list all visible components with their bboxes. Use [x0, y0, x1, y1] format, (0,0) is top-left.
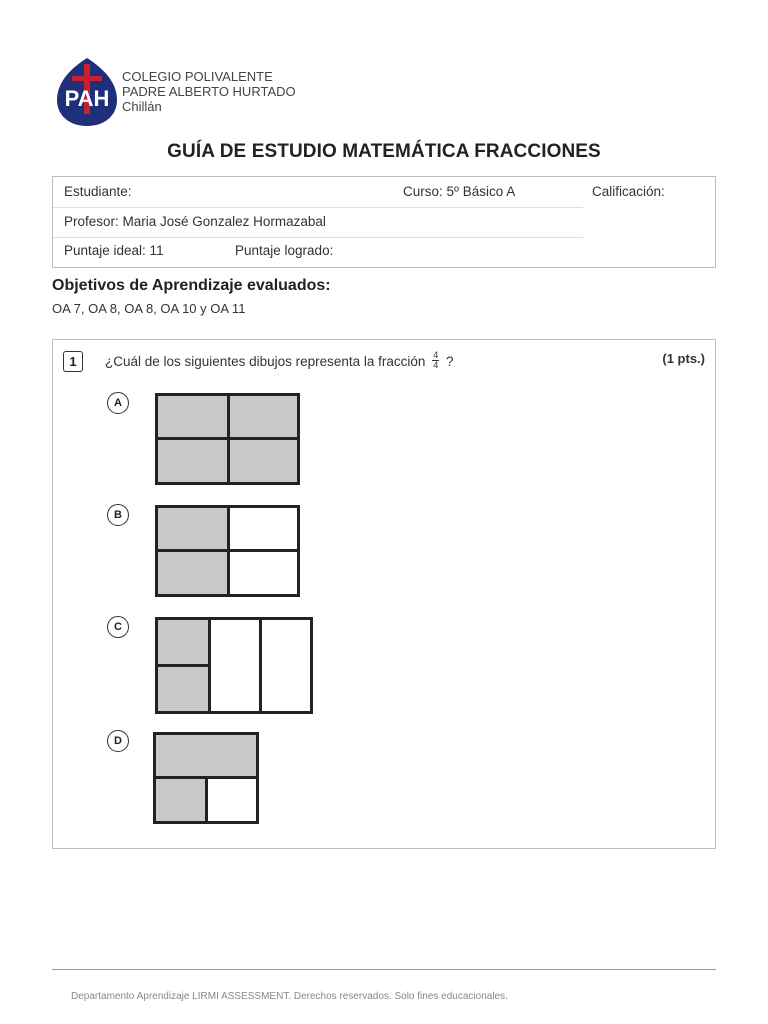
info-divider: [53, 237, 583, 238]
option-a-figure[interactable]: [155, 393, 300, 485]
question-number: 1: [63, 351, 83, 372]
question-points: (1 pts.): [662, 351, 705, 366]
option-c-figure[interactable]: [155, 617, 313, 714]
achieved-score-label: Puntaje logrado:: [235, 243, 334, 258]
option-d-figure[interactable]: [153, 732, 259, 824]
school-line-3: Chillán: [122, 99, 162, 114]
question-mark: ?: [445, 354, 454, 370]
student-label: Estudiante:: [64, 184, 132, 199]
student-info-box: [52, 176, 716, 268]
shaded-region: [156, 735, 256, 778]
grid-line: [259, 620, 262, 711]
grid-line: [158, 437, 297, 440]
document-title: GUÍA DE ESTUDIO MATEMÁTICA FRACCIONES: [167, 141, 601, 162]
teacher-label: Profesor: Maria José Gonzalez Hormazabal: [64, 214, 326, 229]
course-label: Curso: 5º Básico A: [403, 184, 516, 199]
footer-text: Departamento Aprendizaje LIRMI ASSESSMENT. Derechos reservados. Solo fines educacionales.: [71, 991, 508, 1002]
fraction-numerator: 4: [433, 350, 439, 360]
option-a-radio[interactable]: A: [107, 392, 129, 414]
option-c-radio[interactable]: C: [107, 616, 129, 638]
school-line-2: PADRE ALBERTO HURTADO: [122, 84, 296, 99]
objectives-list: OA 7, OA 8, OA 8, OA 10 y OA 11: [52, 301, 246, 316]
option-b-radio[interactable]: B: [107, 504, 129, 526]
grid-line: [158, 549, 297, 552]
school-logo-icon: [54, 56, 120, 128]
question-fraction: [432, 351, 439, 370]
shaded-region: [156, 778, 206, 821]
grid-line: [205, 777, 208, 821]
fraction-denominator: 4: [433, 360, 439, 370]
option-b-figure[interactable]: [155, 505, 300, 597]
question-prompt: ¿Cuál de los siguientes dibujos representa la fracción: [105, 354, 426, 370]
question-text: [105, 350, 454, 372]
school-line-1: COLEGIO POLIVALENTE: [122, 69, 273, 84]
grade-label: Calificación:: [592, 184, 665, 199]
school-name: [122, 69, 296, 114]
info-divider: [53, 207, 583, 208]
option-d-radio[interactable]: D: [107, 730, 129, 752]
grid-line: [158, 664, 210, 667]
logo-initials: PAH: [64, 86, 110, 111]
footer-divider: [52, 969, 716, 970]
question-box: [52, 339, 716, 849]
ideal-score-label: Puntaje ideal: 11: [64, 243, 164, 258]
objectives-title: Objetivos de Aprendizaje evaluados:: [52, 277, 331, 294]
